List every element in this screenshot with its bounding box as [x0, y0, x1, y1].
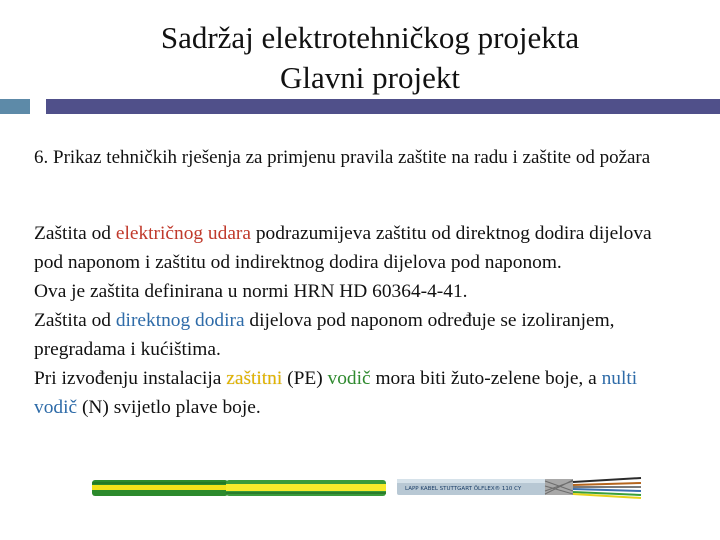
- highlight-protective: zaštitni: [226, 368, 283, 389]
- multicore-cable-image: [395, 474, 645, 500]
- text-run: podrazumijeva zaštitu od direktnog dodira dijelova pod naponom i zaštitu od indirektnog dodira dijelova pod naponom.: [34, 223, 652, 273]
- accent-bar-left: [0, 99, 30, 114]
- text-run: (PE): [282, 368, 328, 389]
- text-run: mora biti žuto-zelene boje, a: [370, 368, 602, 389]
- accent-bar-right: [46, 99, 720, 114]
- body-text: [34, 219, 684, 422]
- text-run: Pri izvođenju instalacija: [34, 368, 227, 389]
- highlight-conductor: vodič: [327, 368, 371, 389]
- title-line-1: Sadržaj elektrotehničkog projekta: [160, 20, 580, 55]
- highlight-direct-contact: direktnog dodira: [115, 310, 245, 331]
- paragraph-1: [34, 219, 684, 277]
- paragraph-3: [34, 306, 684, 364]
- highlight-neutral-conductor: nulti vodič: [34, 368, 638, 418]
- title-line-2: Glavni projekt: [280, 60, 460, 95]
- text-run: Zaštita od: [34, 310, 116, 331]
- paragraph-4: [34, 364, 684, 422]
- paragraph-2: Ova je zaštita definirana u normi HRN HD 60364-4-41.: [34, 281, 468, 302]
- text-run: (N) svijetlo plave boje.: [77, 397, 261, 418]
- highlight-electric-shock: električnog udara: [115, 223, 251, 244]
- text-run: Zaštita od: [34, 223, 116, 244]
- section-heading: 6. Prikaz tehničkih rješenja za primjenu pravila zaštite na radu i zaštite od požara: [34, 147, 651, 168]
- slide-title: [60, 18, 680, 98]
- cable-print-text: LAPP KABEL STUTTGART ÖLFLEX® 110 CY: [405, 486, 522, 492]
- yellow-green-cable-image: [90, 474, 390, 504]
- text-run: dijelova pod naponom određuje se izoliranjem, pregradama i kućištima.: [34, 310, 615, 360]
- accent-bar-gap: [31, 96, 45, 117]
